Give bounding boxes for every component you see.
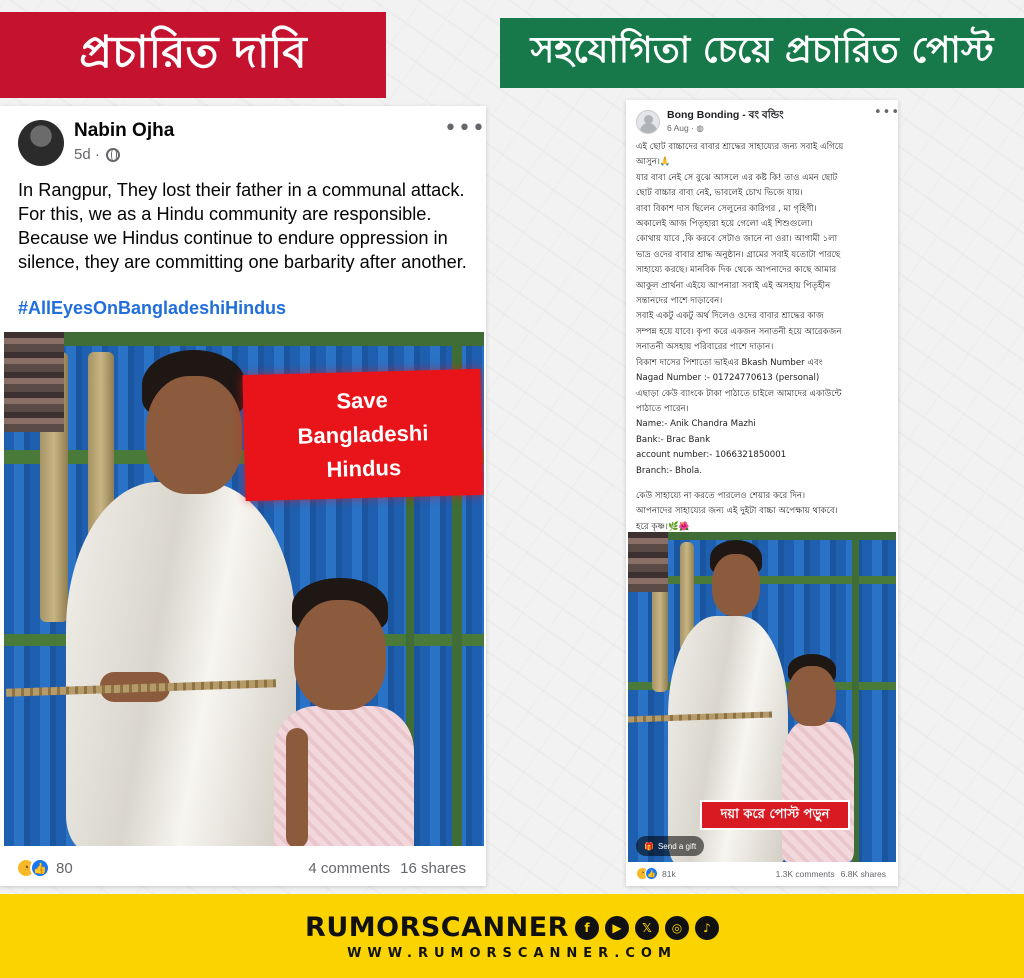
- post-line: Nagad Number :- 01724770613 (personal): [636, 373, 820, 384]
- brand-footer: [0, 894, 1024, 978]
- post-line: সম্পন্ন হয়ে যাবে। কৃপা করে একজন সনাতনী হয়ে আরেকজন: [636, 326, 842, 337]
- post-line: হরে কৃষ্ণ।🌿🌺: [636, 521, 690, 532]
- sad-reaction-icon: ◔: [636, 867, 649, 880]
- post-line: ভাদ্র ওদের বাবার শ্রাদ্ধ অনুষ্ঠান। গ্রামের সবাই যতোটা পারছে: [636, 249, 841, 260]
- post-timestamp: 6 Aug · ◍: [667, 123, 704, 133]
- sad-reaction-icon: ◔: [16, 858, 36, 878]
- post-engagement-bar: [0, 850, 486, 886]
- shares-count[interactable]: 16 shares: [400, 859, 466, 877]
- like-reaction-icon: 👍: [30, 858, 50, 878]
- post-line: account number:- 1066321850001: [636, 450, 787, 461]
- globe-icon: [106, 148, 120, 162]
- comments-count[interactable]: 1.3K comments: [775, 869, 835, 879]
- post-line: ছোট বাচ্চার বাবা নেই, ভাবলেই চোখ ভিজে যায়।: [636, 188, 803, 199]
- post-body: [636, 140, 892, 535]
- brand-logo: RUMORSCANNER: [305, 912, 569, 943]
- post-line: বিকাশ দাসের পিশাতো ভাইএর Bkash Number এবং: [636, 357, 823, 368]
- shares-count[interactable]: 6.8K shares: [840, 869, 886, 879]
- post-timestamp: 5d ·: [74, 146, 120, 163]
- post-line: আকুল প্রার্থনা এইযে আপনারা সবাই এই অসহায় পিতৃহীন: [636, 280, 831, 291]
- reaction-count: 81k: [662, 868, 676, 879]
- brand-website[interactable]: WWW.RUMORSCANNER.COM: [347, 946, 677, 961]
- post-line: Branch:- Bhola.: [636, 465, 703, 476]
- post-photo[interactable]: [628, 532, 896, 862]
- claim-banner-title: প্রচারিত দাবি: [79, 26, 307, 78]
- post-line: সনাতনী অসহায় পরিবারের পাশে দাড়ান।: [636, 342, 774, 353]
- post-line: যার বাবা নেই সে বুঝে আসলে এর কষ্ট কি! তাও এমন ছোট: [636, 172, 838, 183]
- avatar[interactable]: [636, 110, 660, 134]
- facebook-icon[interactable]: f: [575, 916, 599, 940]
- post-line: বাবা বিকাশ দাস ছিলেন সেলুনের কারিগর , মা গৃহিণী।: [636, 203, 817, 214]
- post-author[interactable]: Bong Bonding - বং বন্ডিং: [667, 109, 784, 121]
- tiktok-icon[interactable]: ♪: [695, 916, 719, 940]
- hashtag-link[interactable]: #AllEyesOnBangladeshiHindus: [18, 298, 287, 318]
- claim-post-card: [0, 106, 486, 886]
- post-line: আপনাদের সাহায্যের জন্য এই দুইটা বাচ্চা অপেক্ষায় থাকবে।: [636, 506, 838, 517]
- post-engagement-bar: [626, 864, 898, 884]
- donation-post-card: [626, 100, 901, 886]
- instagram-icon[interactable]: ◎: [665, 916, 689, 940]
- post-banner-title: সহযোগিতা চেয়ে প্রচারিত পোস্ট: [530, 30, 994, 71]
- reaction-count: 80: [56, 859, 73, 877]
- youtube-icon[interactable]: ▶: [605, 916, 629, 940]
- reactions-summary[interactable]: [16, 858, 73, 878]
- cloth-stack: [628, 532, 668, 592]
- read-post-sticker: দয়া করে পোস্ট পড়ুন: [700, 800, 850, 830]
- claim-banner: [0, 12, 386, 98]
- post-line: কোথায় যাবে ,কি করবে সেটাও জানে না ওরা। আগামী ১লা: [636, 234, 838, 245]
- post-line: এই ছোট বাচ্চাদের বাবার শ্রাদ্ধের সাহায্যের জন্য সবাই এগিয়ে: [636, 142, 844, 152]
- post-body: In Rangpur, They lost their father in a communal attack. For this, we as a Hindu community are responsible. Because we Hindus continue to endure oppression in silence, they are committing one barbarity after another.: [18, 180, 467, 272]
- post-author[interactable]: Nabin Ojha: [74, 120, 175, 141]
- post-banner: [500, 18, 1024, 88]
- post-line: Bank:- Brac Bank: [636, 434, 711, 445]
- post-line: এছাড়া কেউ ব্যাংকে টাকা পাঠাতে চাইলে আমাদের একাউন্টে: [636, 388, 842, 399]
- avatar[interactable]: [18, 120, 64, 166]
- post-line: সাহায্যে করছে। মানবিক দিক থেকে আপনাদের কাছে আমার: [636, 265, 837, 276]
- x-icon[interactable]: 𝕏: [635, 916, 659, 940]
- post-line: পাঠাতে পারেন।: [636, 403, 689, 414]
- wall-frame: [4, 332, 484, 346]
- post-photo[interactable]: [4, 332, 484, 846]
- like-reaction-icon: 👍: [645, 867, 658, 880]
- reactions-summary[interactable]: [636, 867, 676, 880]
- post-line: অকালেই আজ পিতৃহারা হয়ে গেলো এই শিশুগুলো।: [636, 219, 813, 230]
- send-gift-button[interactable]: 🎁 Send a gift: [636, 836, 704, 856]
- post-line: সন্তানদের পাশে দাড়াবেন।: [636, 296, 723, 307]
- post-line: সবাই একটু একটু অর্থ দিলেও ওদের বাবার শ্রাদ্ধের কাজ: [636, 311, 824, 322]
- save-hindus-sticker: Save Bangladeshi Hindus: [242, 369, 483, 501]
- comments-count[interactable]: 4 comments: [308, 859, 391, 877]
- more-options-icon[interactable]: •••: [874, 105, 901, 120]
- more-options-icon[interactable]: •••: [444, 116, 486, 141]
- post-line: আসুন।🙏: [636, 157, 671, 168]
- cloth-stack: [4, 332, 64, 432]
- gift-icon: 🎁: [644, 841, 654, 851]
- post-line: কেউ সাহায্যে না করতে পারলেও শেয়ার করে দিন।: [636, 490, 806, 501]
- globe-icon: ◍: [696, 123, 704, 133]
- post-line: Name:- Anik Chandra Mazhi: [636, 419, 756, 430]
